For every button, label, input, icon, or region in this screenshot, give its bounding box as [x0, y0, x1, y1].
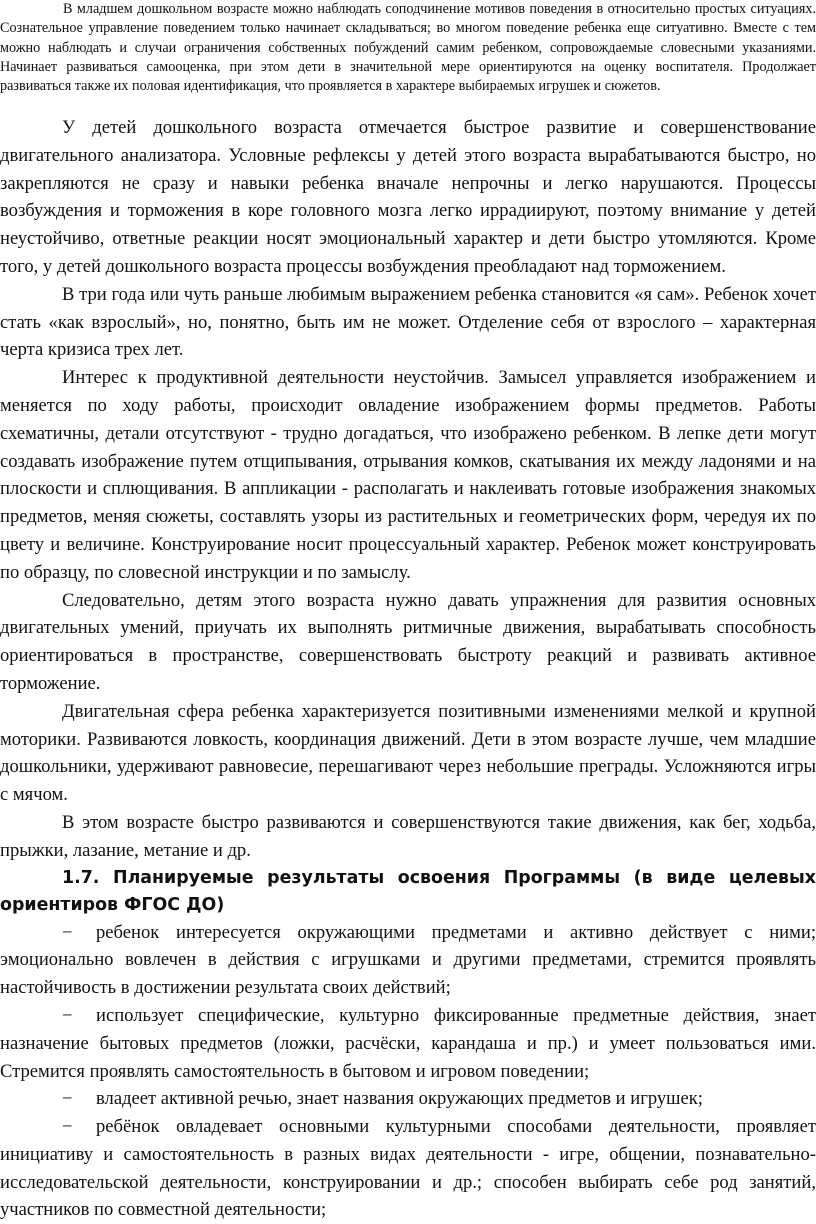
section-title: Планируемые результаты освоения Программы (в виде целевых ориентиров ФГОС ДО) — [0, 867, 816, 915]
section-heading — [0, 865, 816, 919]
intro-block — [0, 0, 816, 96]
paragraph-movements: В этом возрасте быстро развиваются и совершенствуются такие движения, как бег, ходьба, прыжки, лазание, метание и др. — [0, 811, 816, 861]
list-item — [0, 919, 816, 1002]
paragraph-i-myself: В три года или чуть раньше любимым выражением ребенка становится «я сам». Ребенок хочет стать «как взрослый», но, понятно, быть им не может. Отделение себя от взрослого – характерная черта кризиса трех лет. — [0, 283, 816, 361]
list-item-text: использует специфические, культурно фиксированные предметные действия, знает назначение бытовых предметов (ложки, расчёски, карандаша и пр.) и умеет пользоваться ими. Стремится проявлять самостоятельность в бытовом и игровом поведении; — [0, 1004, 816, 1082]
list-item — [0, 1085, 816, 1113]
bullet-marker: − — [62, 1004, 73, 1026]
paragraph-productive-activity: Интерес к продуктивной деятельности неустойчив. Замысел управляется изображением и меняется по ходу работы, происходит овладение изображением формы предметов. Работы схематичны, детали отсутствуют - трудно догадаться, что изображено ребенком. В лепке дети могут создавать изображение путем отщипывания, отрывания комков, скатывания их между ладонями и на плоскости и сплющивания. В аппликации - располагать и наклеивать готовые изображения знакомых предметов, меняя сюжеты, составлять узоры из растительных и геометрических форм, чередуя их по цвету и величине. Конструирование носит процессуальный характер. Ребенок может конструировать по образцу, по словесной инструкции и по замыслу. — [0, 367, 816, 583]
intro-paragraph: В младшем дошкольном возрасте можно наблюдать соподчинение мотивов поведения в относительно простых ситуациях. Сознательное управление поведением только начинает складываться; во многом поведение ребенка еще ситуативно. Вместе с тем можно наблюдать и случаи ограничения собственных побуждений самим ребенком, сопровождаемые словесными указаниями. Начинает развиваться самооценка, при этом дети в значительной мере ориентируются на оценку воспитателя. Продолжает развиваться также их половая идентификация, что проявляется в характере выбираемых игрушек и сюжетов. — [0, 1, 816, 95]
paragraph-motor-sphere: Двигательная сфера ребенка характеризуется позитивными изменениями мелкой и крупной моторики. Развиваются ловкость, координация движений. Дети в этом возрасте лучше, чем младшие дошкольники, удерживают равновесие, перешагивают через небольшие преграды. Усложняются игры с мячом. — [0, 700, 816, 806]
list-item-text: владеет активной речью, знает названия окружающих предметов и игрушек; — [96, 1088, 703, 1110]
paragraph-motor-analyzer: У детей дошкольного возраста отмечается быстрое развитие и совершенствование двигательного анализатора. Условные рефлексы у детей этого возраста вырабатываются быстро, но закрепляются не сразу и навыки ребенка вначале непрочны и легко нарушаются. Процессы возбуждения и торможения в коре головного мозга легко иррадиируют, поэтому внимание у детей неустойчиво, ответные реакции носят эмоциональный характер и дети быстро утомляются. Кроме того, у детей дошкольного возраста процессы возбуждения преобладают над торможением. — [0, 117, 816, 277]
main-text — [0, 114, 816, 1224]
paragraph-exercises: Следовательно, детям этого возраста нужно давать упражнения для развития основных двигательных умений, приучать их выполнять ритмичные движения, вырабатывать способность ориентироваться в пространстве, совершенствовать быстроту реакций и развивать активное торможение. — [0, 589, 816, 694]
list-item — [0, 1113, 816, 1224]
list-item — [0, 1002, 816, 1085]
bullet-marker: − — [62, 1116, 73, 1138]
bullet-marker: − — [62, 921, 73, 943]
section-number: 1.7. — [62, 867, 100, 888]
list-item-text: ребенок интересуется окружающими предметами и активно действует с ними; эмоционально вовлечен в действия с игрушками и другими предметами, стремится проявлять настойчивость в достижении результата своих действий; — [0, 921, 816, 999]
list-item-text: ребёнок овладевает основными культурными способами деятельности, проявляет инициативу и самостоятельность в разных видах деятельности - игре, общении, познавательно-исследовательской деятельности, конструировании и др.; способен выбирать себе род занятий, участников по совместной деятельности; — [0, 1116, 816, 1221]
bullet-marker: − — [62, 1088, 73, 1110]
